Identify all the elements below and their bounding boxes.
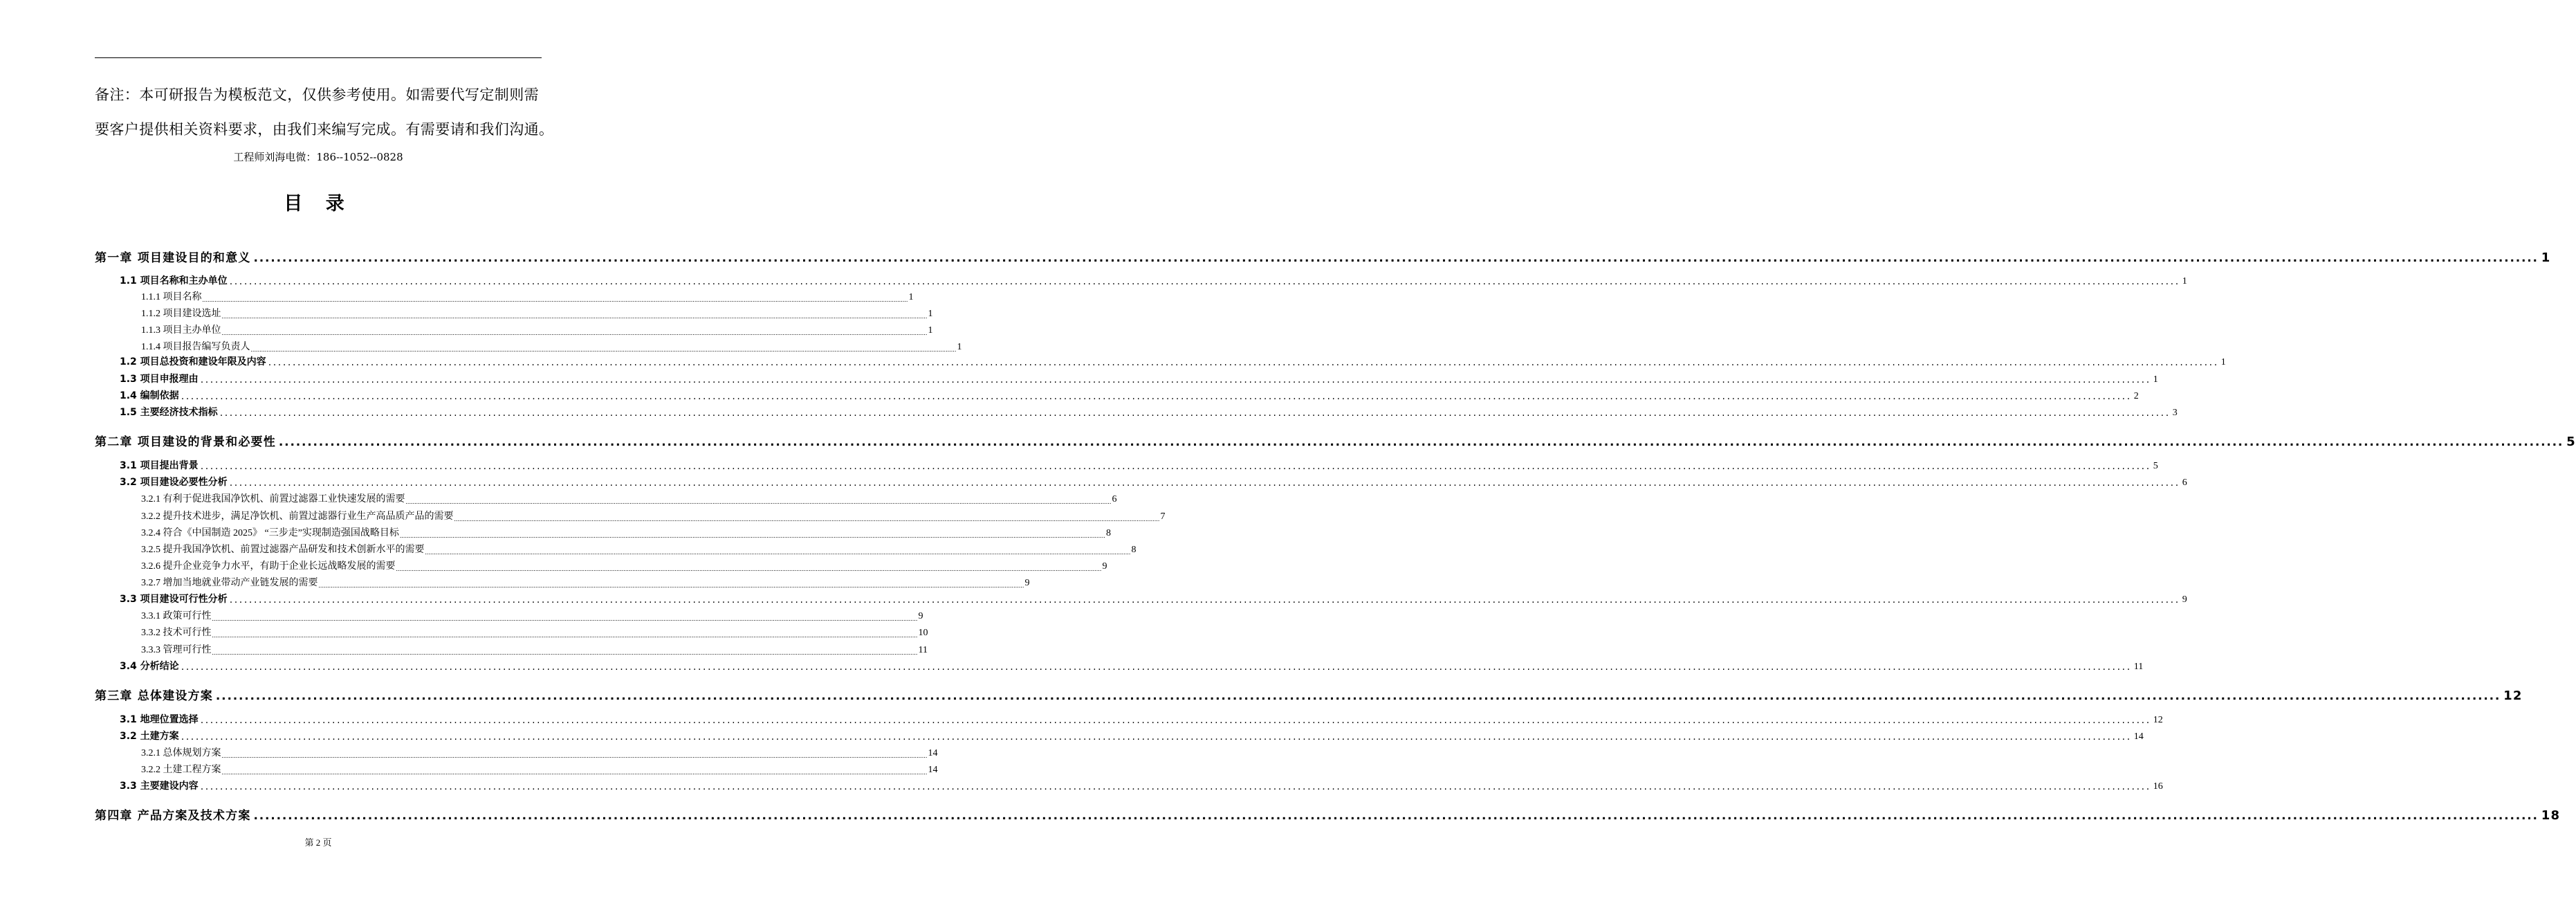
toc-entry-sub[interactable] (141, 509, 1166, 522)
toc-entry-chapter[interactable] (95, 685, 2523, 703)
toc-dot-leader: ................................................................................................................................................................................................................................................................................................................................................................................................................ (396, 565, 1102, 572)
toc-entry-title: 3.4 分析结论 (120, 661, 179, 672)
toc-entry-page: 8 (1131, 545, 1137, 555)
toc-entry-section[interactable] (120, 712, 2163, 726)
toc-entry-section[interactable] (120, 372, 2158, 385)
toc-dot-leader: ................................................................................................................................................................................................................................................................................................................................................................................................................ (212, 615, 918, 622)
toc-entry-page: 9 (1024, 578, 1030, 588)
toc-entry-page: 18 (2541, 808, 2561, 823)
toc-entry-sub[interactable] (141, 608, 923, 622)
toc-entry-sub[interactable] (141, 322, 933, 336)
toc-entry-title: 1.1.3 项目主办单位 (141, 325, 221, 336)
toc-dot-leader: ................................................................................................................................................................................................................................................................................................................................................................................................................ (202, 296, 908, 303)
toc-entry-page: 9 (1102, 561, 1107, 572)
toc-entry-page: 6 (1112, 494, 1117, 504)
toc-entry-sub[interactable] (141, 762, 938, 776)
toc-entry-chapter[interactable] (95, 805, 2561, 823)
toc-entry-page: 3 (2172, 408, 2178, 418)
toc-dot-leader: ................................................................................................................................................................................................................................................................................................................................................................................................................ (405, 498, 1112, 505)
toc-dot-leader: ................................................................................................................................................................................................................................................................................................................................................................................................................ (318, 582, 1024, 589)
toc-dot-leader: ................................................................................................................................................................................................................................................................................................................................................................................................................ (425, 549, 1131, 556)
toc-entry-title: 1.1.4 项目报告编写负责人 (141, 342, 250, 352)
toc-entry-title: 3.2.7 增加当地就业带动产业链发展的需要 (141, 578, 318, 588)
toc-dot-leader: ................................................................................................................................................................................................................................................................................................................................................................................................................ (200, 374, 2151, 385)
toc-entry-title: 第一章 项目建设目的和意义 (95, 251, 251, 265)
toc-dot-leader: ................................................................................................................................................................................................................................................................................................................................................................................................................ (221, 313, 928, 320)
toc-entry-page: 6 (2182, 477, 2187, 488)
toc-entry-title: 3.1 地理位置选择 (120, 714, 199, 725)
toc-entry-title: 1.1 项目名称和主办单位 (120, 275, 228, 286)
toc-entry-chapter[interactable] (95, 431, 2576, 449)
toc-dot-leader: ................................................................................................................................................................................................................................................................................................................................................................................................................ (221, 329, 928, 336)
toc-entry-title: 1.1.2 项目建设选址 (141, 309, 221, 319)
toc-entry-page: 1 (928, 325, 933, 336)
toc-entry-page: 11 (2133, 662, 2144, 672)
toc-entry-page: 14 (2133, 731, 2144, 742)
toc-entry-title: 第三章 总体建设方案 (95, 689, 213, 703)
toc-entry-sub[interactable] (141, 542, 1137, 556)
note-line-1: 备注：本可研报告为模板范文，仅供参考使用。如需要代写定制则需 (95, 87, 539, 103)
toc-entry-title: 3.1 项目提出背景 (120, 460, 199, 471)
toc-dot-leader: ................................................................................................................................................................................................................................................................................................................................................................................................................ (229, 276, 2180, 287)
toc-entry-page: 1 (957, 342, 962, 352)
toc-entry-section[interactable] (120, 388, 2139, 402)
toc-entry-title: 1.5 主要经济技术指标 (120, 407, 218, 418)
toc-dot-leader: ................................................................................................................................................................................................................................................................................................................................................................................................................ (200, 715, 2151, 726)
toc-entry-title: 1.1.1 项目名称 (141, 292, 202, 302)
toc-entry-sub[interactable] (141, 491, 1117, 505)
toc-entry-title: 第二章 项目建设的背景和必要性 (95, 435, 276, 449)
toc-dot-leader: ................................................................................................................................................................................................................................................................................................................................................................................................................ (200, 781, 2151, 792)
toc-title: 目 录 (284, 193, 353, 215)
toc-entry-section[interactable] (120, 729, 2144, 743)
toc-entry-page: 1 (2220, 357, 2226, 367)
toc-entry-title: 3.3.2 技术可行性 (141, 628, 212, 638)
toc-dot-leader: ................................................................................................................................................................................................................................................................................................................................................................................................................ (253, 809, 2539, 823)
toc-entry-page: 1 (908, 292, 914, 302)
toc-entry-page: 9 (918, 611, 923, 621)
toc-entry-sub[interactable] (141, 525, 1111, 539)
toc-dot-leader: ................................................................................................................................................................................................................................................................................................................................................................................................................ (221, 769, 928, 776)
toc-entry-title: 3.3 项目建设可行性分析 (120, 594, 228, 605)
toc-entry-section[interactable] (120, 475, 2187, 489)
toc-dot-leader: ................................................................................................................................................................................................................................................................................................................................................................................................................ (181, 391, 2132, 402)
toc-entry-sub[interactable] (141, 558, 1107, 572)
toc-entry-sub[interactable] (141, 745, 938, 759)
toc-dot-leader: ................................................................................................................................................................................................................................................................................................................................................................................................................ (229, 594, 2180, 606)
toc-entry-title: 1.2 项目总投资和建设年限及内容 (120, 356, 266, 367)
toc-dot-leader: ................................................................................................................................................................................................................................................................................................................................................................................................................ (219, 408, 2171, 419)
toc-entry-section[interactable] (120, 405, 2178, 419)
toc-entry-page: 16 (2153, 781, 2163, 792)
toc-entry-sub[interactable] (141, 339, 962, 353)
toc-dot-leader: ................................................................................................................................................................................................................................................................................................................................................................................................................ (212, 632, 918, 639)
toc-entry-title: 3.2.6 提升企业竞争力水平，有助于企业长远战略发展的需要 (141, 561, 396, 572)
toc-entry-title: 3.2.4 符合《中国制造 2025》 “三步走”实现制造强国战略目标 (141, 528, 399, 538)
note-line-2: 要客户提供相关资料要求，由我们来编写完成。有需要请和我们沟通。 (95, 121, 554, 138)
toc-entry-title: 3.3 主要建设内容 (120, 781, 199, 792)
toc-entry-page: 8 (1105, 528, 1111, 538)
toc-dot-leader: ................................................................................................................................................................................................................................................................................................................................................................................................................ (181, 731, 2132, 743)
toc-entry-page: 14 (928, 748, 938, 758)
toc-dot-leader: ................................................................................................................................................................................................................................................................................................................................................................................................................ (268, 357, 2219, 368)
toc-entry-title: 3.2.1 有利于促进我国净饮机、前置过滤器工业快速发展的需要 (141, 494, 405, 504)
toc-entry-page: 10 (918, 628, 928, 638)
toc-entry-title: 3.2.1 总体规划方案 (141, 748, 221, 758)
toc-entry-sub[interactable] (141, 575, 1030, 589)
toc-entry-page: 1 (928, 309, 933, 319)
toc-entry-section[interactable] (120, 354, 2226, 368)
toc-entry-title: 3.2 土建方案 (120, 731, 179, 742)
toc-entry-title: 第四章 产品方案及技术方案 (95, 809, 251, 823)
toc-entry-page: 1 (2541, 251, 2551, 265)
toc-entry-chapter[interactable] (95, 247, 2551, 265)
toc-entry-title: 3.2.5 提升我国净饮机、前置过滤器产品研发和技术创新水平的需要 (141, 545, 425, 555)
toc-entry-page: 7 (1160, 511, 1166, 522)
toc-entry-page: 5 (2566, 435, 2576, 449)
toc-entry-sub[interactable] (141, 625, 928, 639)
toc-dot-leader: ................................................................................................................................................................................................................................................................................................................................................................................................................ (278, 435, 2564, 449)
toc-entry-sub[interactable] (141, 642, 928, 656)
toc-dot-leader: ................................................................................................................................................................................................................................................................................................................................................................................................................ (454, 516, 1160, 522)
toc-dot-leader: ................................................................................................................................................................................................................................................................................................................................................................................................................ (212, 649, 918, 656)
toc-entry-section[interactable] (120, 273, 2187, 287)
contact-line: 工程师刘海电微：186--1052--0828 (233, 151, 403, 163)
toc-entry-title: 1.4 编制依据 (120, 390, 179, 401)
toc-entry-page: 5 (2153, 461, 2158, 471)
toc-entry-page: 1 (2182, 276, 2187, 286)
toc-entry-page: 14 (928, 765, 938, 775)
toc-entry-page: 9 (2182, 594, 2187, 605)
toc-entry-title: 1.3 项目申报理由 (120, 374, 199, 385)
toc-entry-title: 3.2 项目建设必要性分析 (120, 477, 228, 488)
toc-entry-page: 1 (2153, 374, 2158, 385)
toc-dot-leader: ................................................................................................................................................................................................................................................................................................................................................................................................................ (215, 689, 2501, 703)
toc-entry-section[interactable] (120, 458, 2158, 472)
toc-dot-leader: ................................................................................................................................................................................................................................................................................................................................................................................................................ (221, 752, 928, 759)
toc-entry-sub[interactable] (141, 289, 914, 303)
toc-entry-page: 12 (2503, 689, 2523, 703)
toc-entry-page: 12 (2153, 715, 2163, 725)
toc-dot-leader: ................................................................................................................................................................................................................................................................................................................................................................................................................ (399, 532, 1105, 539)
toc-entry-section[interactable] (120, 592, 2187, 606)
toc-entry-section[interactable] (120, 779, 2163, 792)
toc-dot-leader: ................................................................................................................................................................................................................................................................................................................................................................................................................ (200, 461, 2151, 472)
toc-entry-title: 3.2.2 土建工程方案 (141, 765, 221, 775)
toc-entry-title: 3.3.3 管理可行性 (141, 645, 212, 655)
toc-dot-leader: ................................................................................................................................................................................................................................................................................................................................................................................................................ (253, 251, 2539, 265)
toc-dot-leader: ................................................................................................................................................................................................................................................................................................................................................................................................................ (229, 477, 2180, 489)
toc-entry-title: 3.2.2 提升技术进步，满足净饮机、前置过滤器行业生产高品质产品的需要 (141, 511, 454, 522)
toc-dot-leader: ................................................................................................................................................................................................................................................................................................................................................................................................................ (250, 346, 957, 353)
toc-dot-leader: ................................................................................................................................................................................................................................................................................................................................................................................................................ (181, 662, 2132, 673)
toc-entry-page: 2 (2133, 391, 2139, 401)
toc-entry-title: 3.3.1 政策可行性 (141, 611, 212, 621)
toc-entry-page: 11 (918, 645, 928, 655)
toc-entry-section[interactable] (120, 659, 2144, 673)
page-number: 第 2 页 (304, 837, 332, 848)
toc-entry-sub[interactable] (141, 306, 933, 320)
